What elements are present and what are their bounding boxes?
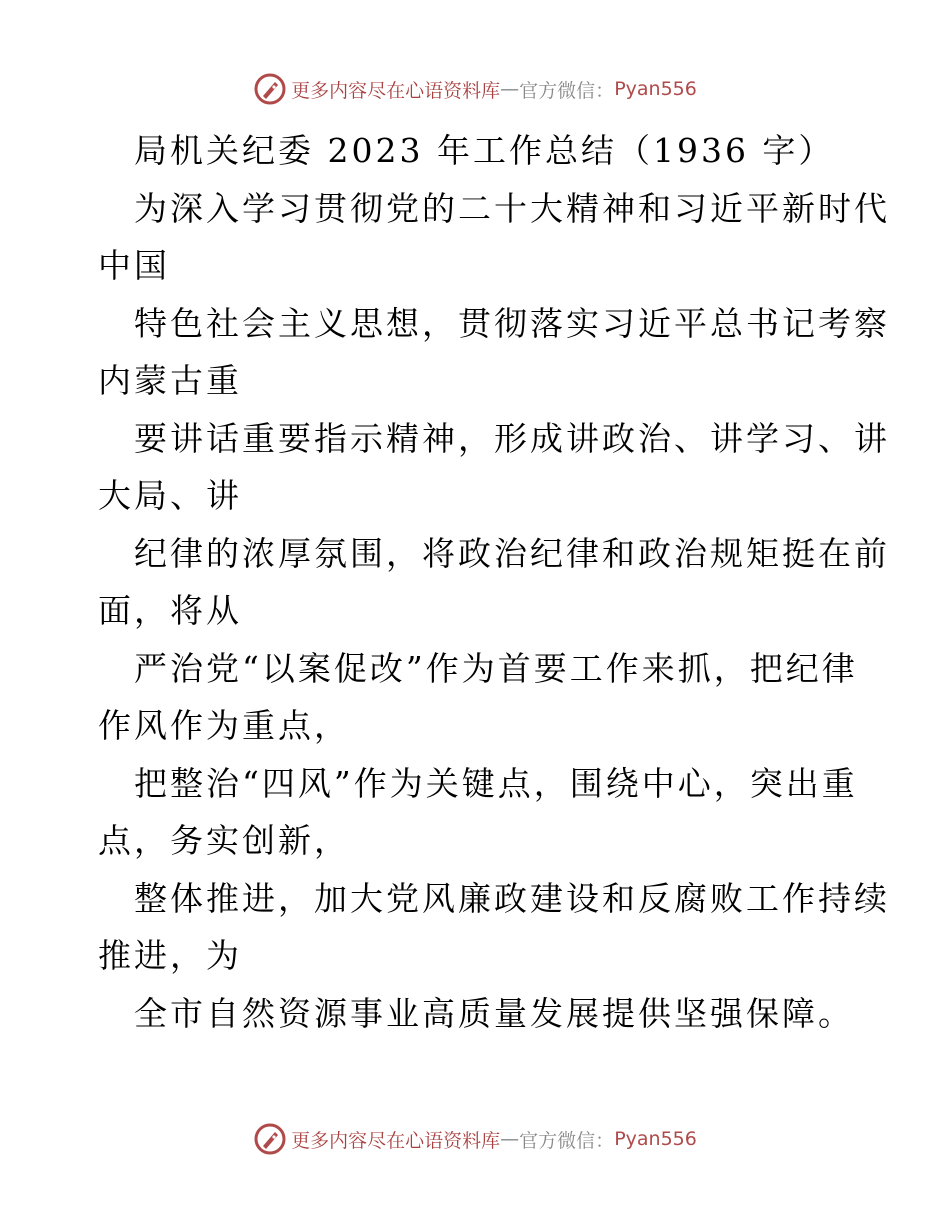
paragraph-line: 全市自然资源事业高质量发展提供坚强保障。	[134, 993, 854, 1033]
watermark-text: 更多内容尽在心语资料库	[291, 79, 501, 102]
paragraph-line: 整体推进，加大党风廉政建设和反腐败工作持续	[134, 878, 890, 918]
watermark-text: 更多内容尽在心语资料库	[291, 1129, 501, 1152]
watermark-separator: —	[500, 1128, 520, 1150]
paragraph-line: 纪律的浓厚氛围，将政治纪律和政治规矩挺在前	[134, 533, 890, 573]
paragraph-line: 为深入学习贯彻党的二十大精神和习近平新时代	[134, 188, 890, 228]
paragraph-line: 推进，为	[98, 936, 242, 975]
pen-nib-logo-icon	[253, 72, 287, 106]
header-watermark	[0, 72, 950, 106]
paragraph-line: 点，务实创新，	[98, 821, 350, 860]
paragraph-line: 面，将从	[98, 591, 242, 630]
paragraph-line: 作风作为重点，	[98, 706, 350, 745]
watermark-label: 官方微信：	[519, 1129, 615, 1152]
paragraph-line: 要讲话重要指示精神，形成讲政治、讲学习、讲	[134, 418, 890, 458]
paragraph-line: 把整治“四风”作为关键点，围绕中心，突出重	[134, 763, 858, 803]
pen-nib-logo-icon	[253, 1122, 287, 1156]
document-title: 局机关纪委 2023 年工作总结（1936 字）	[134, 131, 835, 170]
paragraph-line: 中国	[98, 246, 170, 285]
watermark-separator: —	[500, 78, 520, 100]
footer-watermark	[0, 1122, 950, 1156]
paragraph-line: 特色社会主义思想，贯彻落实习近平总书记考察	[134, 303, 890, 343]
paragraph-line: 内蒙古重	[98, 361, 242, 400]
document-body	[98, 122, 890, 1042]
watermark-id: Pyan556	[614, 78, 697, 100]
watermark-label: 官方微信：	[519, 79, 615, 102]
paragraph-line: 大局、讲	[98, 476, 242, 515]
paragraph-line: 严治党“以案促改”作为首要工作来抓，把纪律	[134, 648, 858, 688]
watermark-id: Pyan556	[614, 1128, 697, 1150]
